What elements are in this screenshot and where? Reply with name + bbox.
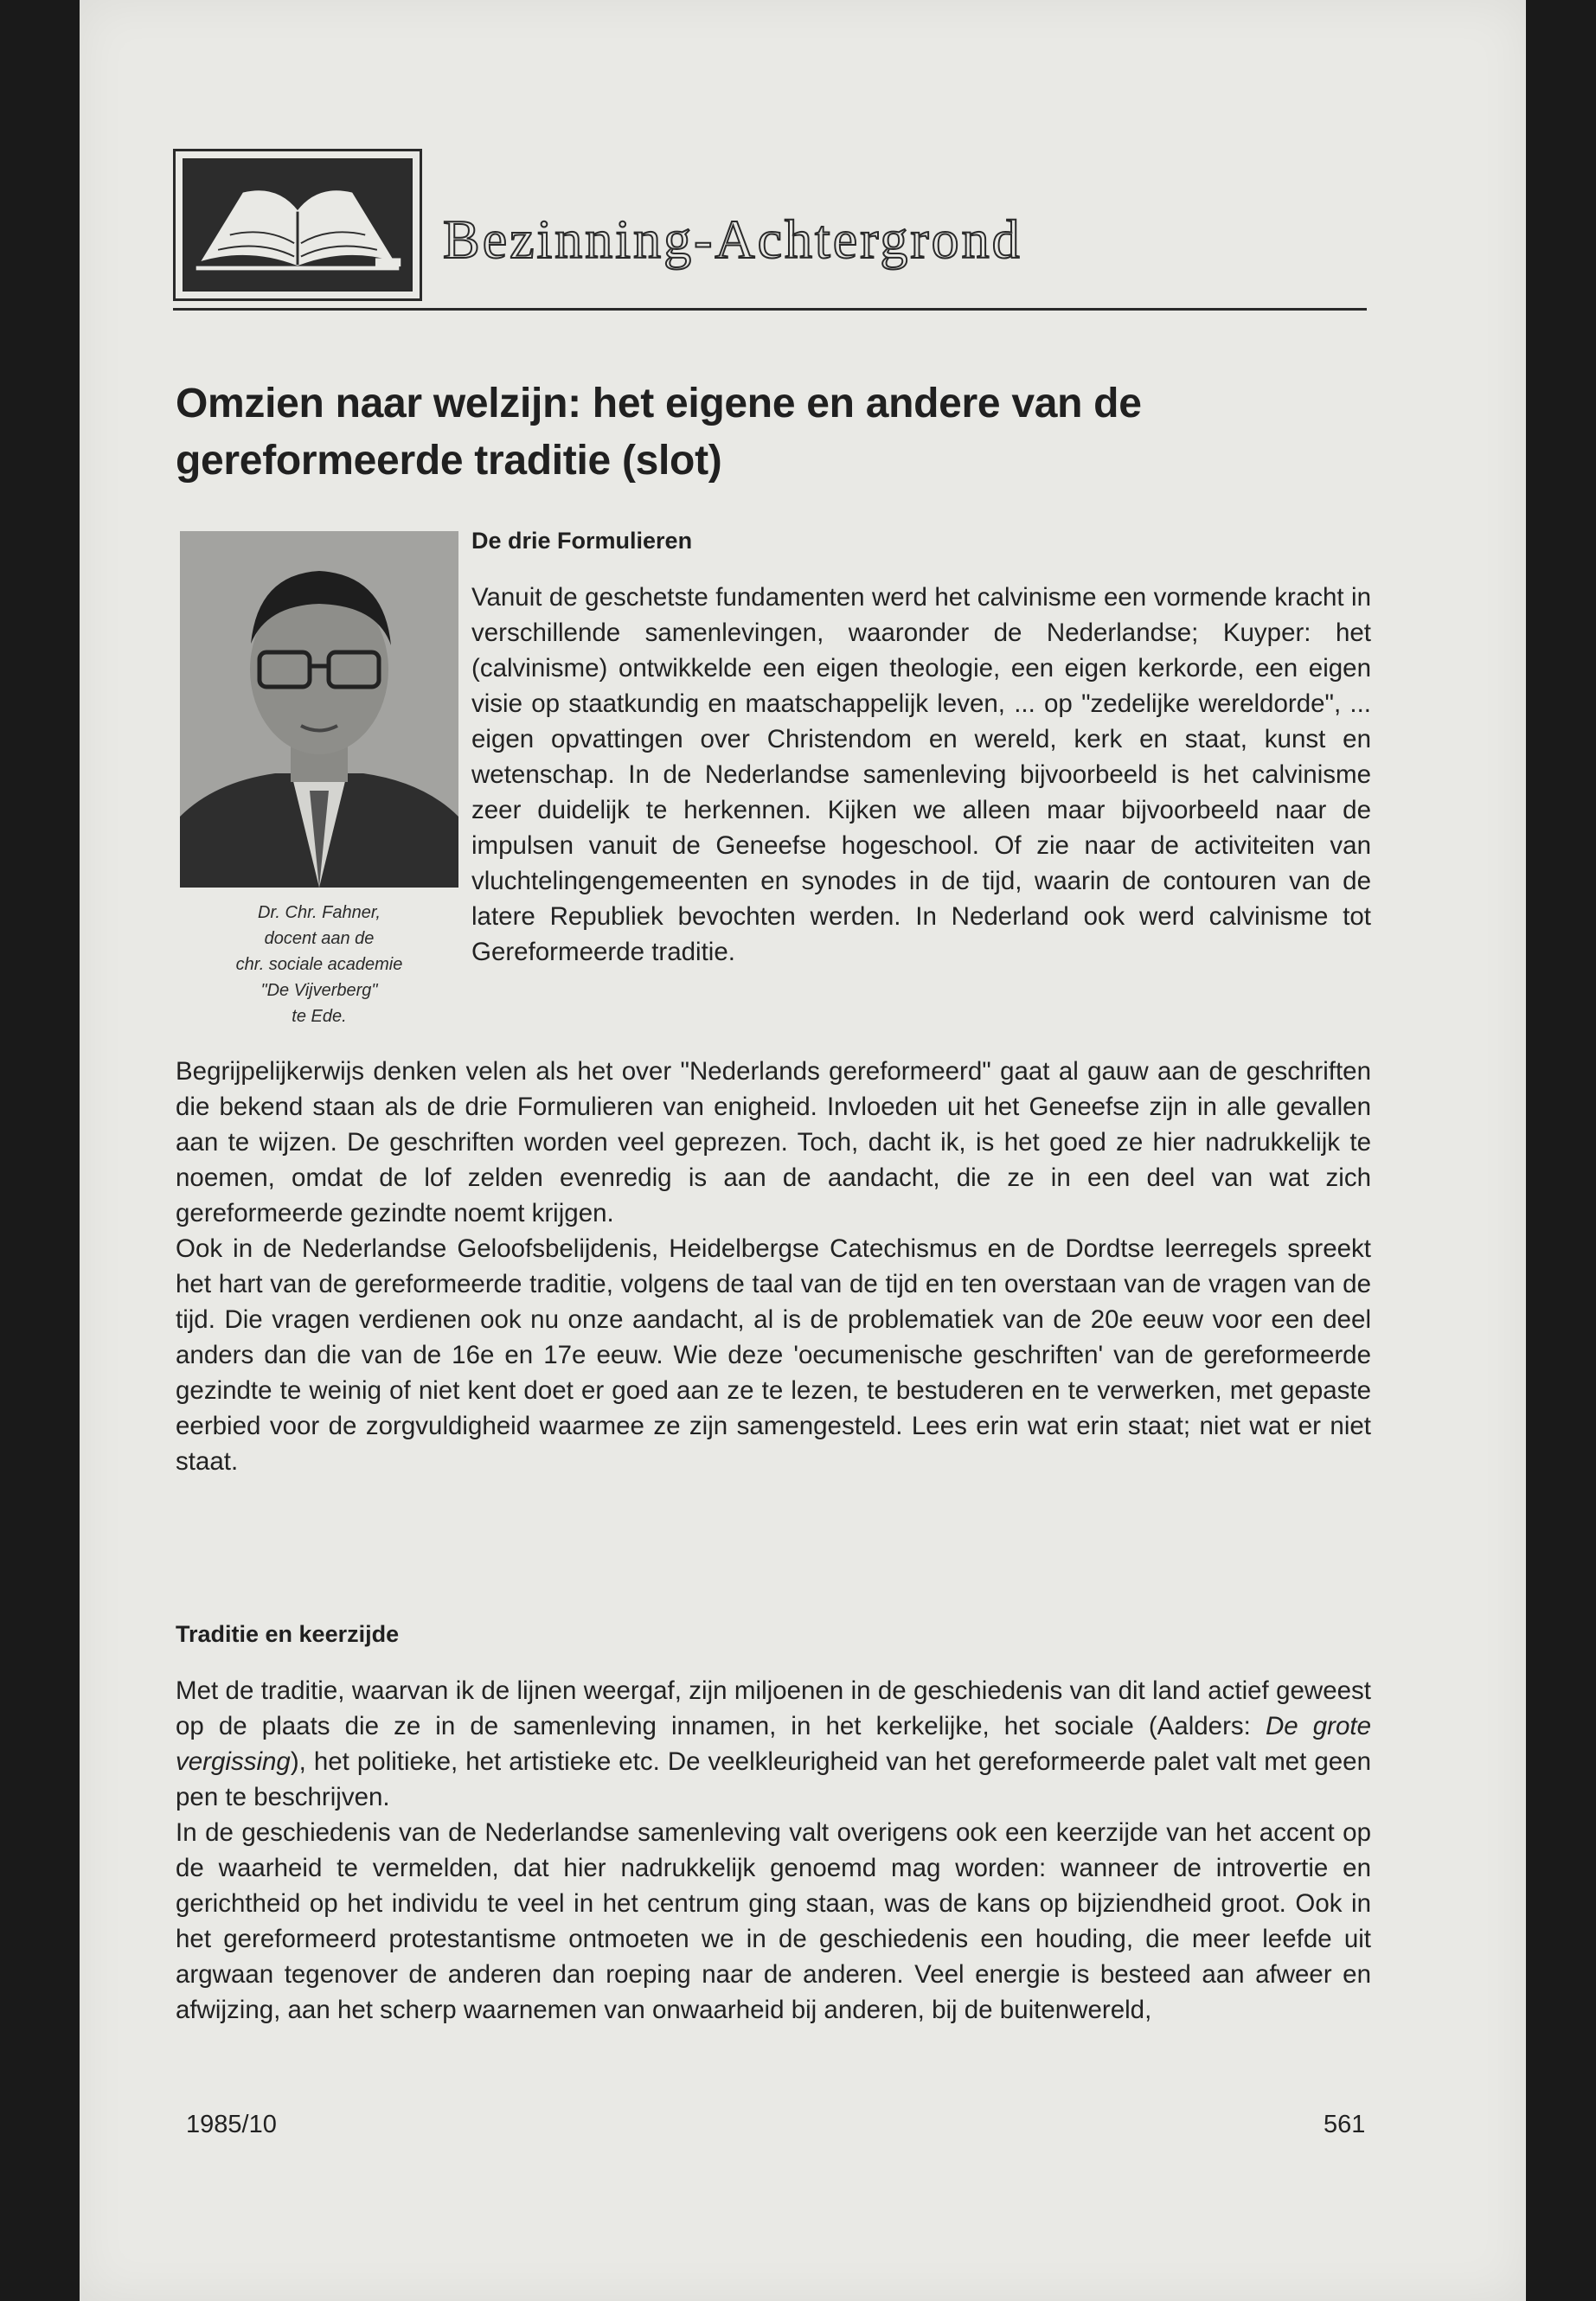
caption-line: "De Vijverberg" [260, 981, 378, 1000]
caption-line: te Ede. [292, 1007, 347, 1026]
paragraph: In de geschiedenis van de Nederlandse samenleving valt overigens ook een keerzijde van het accent op de waarheid te vermelden, dat hier nadrukkelijk genoemd mag worden: wanneer de introvertie en gerichtheid op het individu te veel in het centrum ging staan, was de kans op bijziendheid groot. Ook in het gereformeerd protestantisme ontmoeten we in de geschiedenis een houding, die meer leefde uit argwaan tegenover de anderen dan roeping naar de anderen. Veel energie is besteed aan afweer en afwijzing, aan het scherp waarnemen van onwaarheid bij anderen, bij de buitenwereld, [176, 1818, 1371, 2024]
author-photo [180, 531, 458, 888]
section-heading: Traditie en keerzijde [176, 1621, 400, 1647]
book-title: De grote vergissing [176, 1712, 1371, 1776]
caption-line: docent aan de [264, 929, 375, 948]
caption-line: chr. sociale academie [235, 955, 403, 974]
body-text [176, 1054, 1371, 1479]
section-heading: De drie Formulieren [471, 528, 693, 554]
section-label: Bezinning-Achtergrond [443, 208, 1022, 270]
caption-line: Dr. Chr. Fahner, [258, 903, 381, 922]
text-span: Met de traditie, waarvan ik de lijnen weergaf, zijn miljoenen in de geschiedenis van dit land actief geweest op de plaats die ze in de samenleving innamen, in het kerkelijke, het sociale (Aalders: [176, 1676, 1371, 1740]
section-logo [173, 149, 422, 301]
issue-number: 1985/10 [186, 2111, 277, 2138]
article-title: Omzien naar welzijn: het eigene en andere van de gereformeerde traditie (slot) [176, 381, 1142, 484]
author-caption [180, 900, 458, 1029]
body-text [176, 1673, 1371, 2028]
open-book-icon [183, 158, 413, 292]
page-number: 561 [1324, 2111, 1366, 2138]
text-span: ), het politieke, het artistieke etc. De veelkleurigheid van het gereformeerde palet valt met geen pen te beschrijven. [176, 1747, 1371, 1811]
paragraph: Vanuit de geschetste fundamenten werd het calvinisme een vormende kracht in verschillende samenlevingen, waaronder de Nederlandse; Kuyper: het (calvinisme) ontwikkelde een eigen theologie, een eigen kerkorde, een eigen visie op staatkundig en maatschappelijk leven, ... op "zedelijke wereldorde", ... eigen opvattingen over Christendom en wereld, kerk en staat, kunst en wetenschap. In de Nederlandse samenleving bijvoorbeeld is het calvinisme zeer duidelijk te herkennen. Kijken we alleen maar bijvoorbeeld naar de impulsen vanuit de Geneefse hogeschool. Of zie naar de activiteiten van vluchtelingengemeenten en synodes in de tijd, waarin de contouren van de latere Republiek bevochten werden. In Nederland ook werd calvinisme tot Gereformeerde traditie. [471, 583, 1371, 966]
paragraph: Begrijpelijkerwijs denken velen als het over "Nederlands gereformeerd" gaat al gauw aan de geschriften die bekend staan als de drie Formulieren van enigheid. Invloeden uit het Geneefse zijn in alle gevallen aan te wijzen. De geschriften worden veel geprezen. Toch, dacht ik, is het goed ze hier nadrukkelijk te noemen, omdat de lof zelden evenredig is aan de aandacht, die ze in een deel van wat zich gereformeerde gezindte noemt krijgen. [176, 1057, 1371, 1227]
paragraph [176, 1673, 1371, 1815]
header-divider [173, 308, 1367, 311]
paragraph: Ook in de Nederlandse Geloofsbelijdenis, Heidelbergse Catechismus en de Dordtse leerregels spreekt het hart van de gereformeerde traditie, volgens de taal van de tijd en ten overstaan van de vragen van de tijd. Die vragen verdienen ook nu onze aandacht, al is de problematiek van de 20e eeuw voor een deel anders dan die van de 16e en 17e eeuw. Wie deze 'oecumenische geschriften' van de gereformeerde gezindte te weinig of niet kent doet er goed aan ze te lezen, te bestuderen en te verwerken, met gepaste eerbied voor de zorgvuldigheid waarmee ze zijn samengesteld. Lees erin wat erin staat; niet wat er niet staat. [176, 1234, 1371, 1476]
column-paragraph [471, 580, 1371, 970]
